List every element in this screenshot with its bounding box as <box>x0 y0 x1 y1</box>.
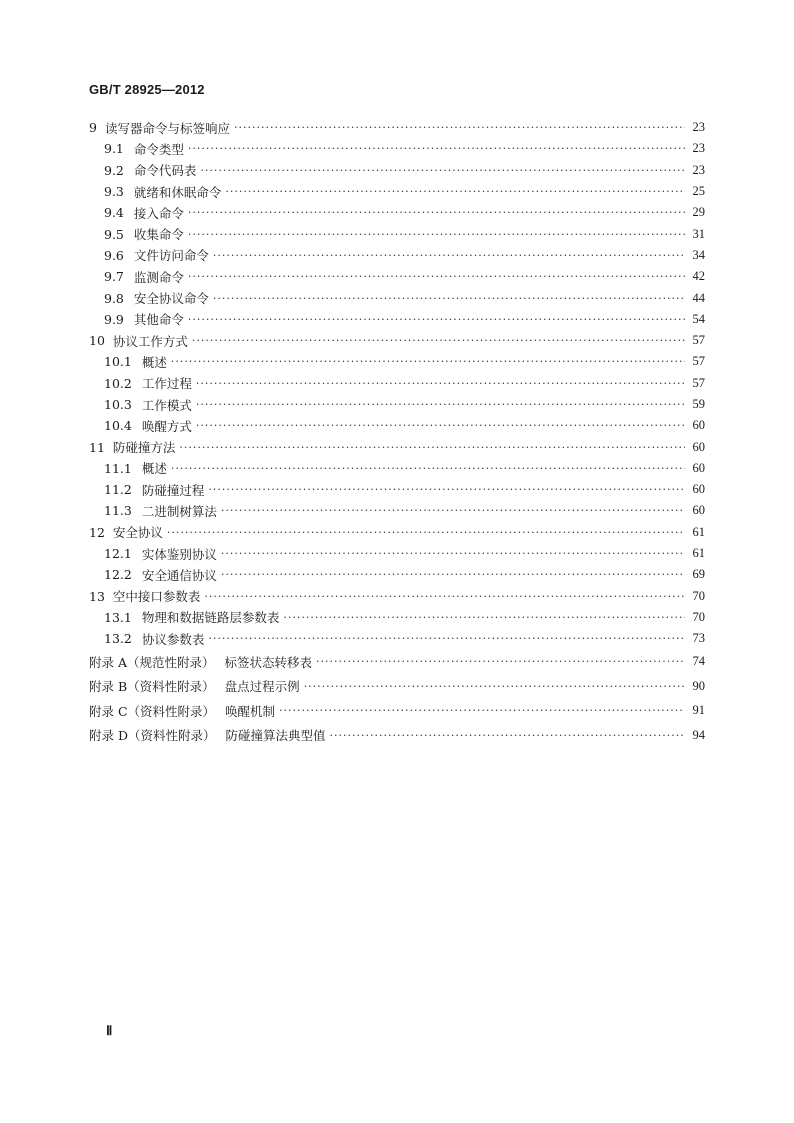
dot-leader <box>188 142 685 155</box>
dot-leader <box>234 121 685 134</box>
toc-entry-title: 工作过程 <box>141 376 192 392</box>
dot-leader <box>188 313 685 326</box>
toc-entry[interactable] <box>89 564 705 585</box>
toc-entry-page: 61 <box>692 524 705 539</box>
toc-entry-title: 安全协议 <box>112 525 163 541</box>
appendix-label: 附录 B（资料性附录） <box>89 679 215 695</box>
appendix-title: 防碰撞算法典型值 <box>225 728 326 744</box>
toc-entry-page: 60 <box>692 418 705 433</box>
toc-entry-title: 空中接口参数表 <box>112 589 201 605</box>
toc-entry[interactable] <box>89 266 705 287</box>
toc-entry-number: 9.3 <box>104 184 124 200</box>
dot-leader <box>283 611 685 624</box>
toc-entry-number: 9.9 <box>104 311 124 327</box>
toc-entry-page: 29 <box>692 205 705 220</box>
dot-leader <box>279 704 685 717</box>
toc-entry-page: 61 <box>692 546 705 561</box>
toc-entry[interactable] <box>89 202 705 223</box>
dot-leader <box>221 504 685 517</box>
toc-entry[interactable] <box>89 245 705 266</box>
dot-leader <box>208 483 685 496</box>
dot-leader <box>188 206 685 219</box>
dot-leader <box>213 292 685 305</box>
toc-entry-title: 防碰撞过程 <box>141 482 205 498</box>
toc-entry[interactable] <box>89 351 705 372</box>
toc-entry-number: 10.2 <box>104 375 132 391</box>
appendix-title: 盘点过程示例 <box>224 679 300 695</box>
toc-entry-title: 就绪和休眠命令 <box>133 184 222 200</box>
dot-leader <box>188 228 685 241</box>
appendix-label: 附录 D（资料性附录） <box>89 728 216 744</box>
toc-entry[interactable] <box>89 458 705 479</box>
toc-entry-number: 11.2 <box>104 482 132 498</box>
toc-entry[interactable] <box>89 117 705 138</box>
dot-leader <box>188 270 685 283</box>
toc-entry-title: 命令类型 <box>133 141 184 157</box>
toc-appendix-entry[interactable] <box>89 723 705 748</box>
toc-entry-title: 协议参数表 <box>141 631 205 647</box>
toc-entry-page: 44 <box>692 290 705 305</box>
toc-entry[interactable] <box>89 436 705 457</box>
toc-entry[interactable] <box>89 522 705 543</box>
toc-entry-page: 74 <box>692 654 705 669</box>
toc-entry-page: 59 <box>692 397 705 411</box>
toc-entry-title: 命令代码表 <box>133 163 197 179</box>
toc-entry-number: 10.4 <box>104 418 132 434</box>
dot-leader <box>204 590 685 603</box>
toc-entry-number: 10 <box>89 333 105 349</box>
toc-entry-page: 70 <box>692 588 705 603</box>
toc-entry-number: 12.2 <box>104 567 132 583</box>
dot-leader <box>171 355 685 368</box>
toc-entry[interactable] <box>89 223 705 244</box>
page-number: Ⅱ <box>106 1023 113 1038</box>
toc-entry-number: 9 <box>89 120 97 136</box>
dot-leader <box>196 419 685 432</box>
toc-entry-number: 9.1 <box>104 141 124 157</box>
toc-entry-page: 42 <box>692 269 705 284</box>
toc-entry-page: 57 <box>692 375 705 390</box>
toc-entry-page: 23 <box>692 141 705 156</box>
toc-entry[interactable] <box>89 500 705 521</box>
dot-leader <box>304 680 685 693</box>
dot-leader <box>221 547 685 560</box>
standard-code: GB/T 28925—2012 <box>89 82 205 97</box>
dot-leader <box>171 462 685 475</box>
toc-entry[interactable] <box>89 628 705 649</box>
dot-leader <box>167 526 685 539</box>
toc-entry[interactable] <box>89 607 705 628</box>
toc-entry[interactable] <box>89 330 705 351</box>
toc-entry-number: 11.1 <box>104 460 132 476</box>
toc-entry-page: 57 <box>692 333 705 348</box>
toc-appendix-entry[interactable] <box>89 649 705 674</box>
toc-entry-title: 安全通信协议 <box>141 567 217 583</box>
toc-entry-page: 90 <box>692 678 705 693</box>
toc-entry-page: 94 <box>692 727 705 742</box>
toc-entry-number: 9.6 <box>104 247 124 263</box>
toc-entry-number: 9.4 <box>104 205 124 221</box>
toc-entry-title: 监测命令 <box>133 269 184 285</box>
toc-entry-title: 实体鉴别协议 <box>141 546 217 562</box>
toc-entry-title: 工作模式 <box>141 397 192 413</box>
toc-entry-number: 10.1 <box>104 354 132 370</box>
dot-leader <box>196 377 685 390</box>
dot-leader <box>213 249 685 262</box>
toc-entry-number: 13 <box>89 588 105 604</box>
dot-leader <box>221 568 685 581</box>
appendix-label: 附录 A（规范性附录） <box>89 654 215 670</box>
toc-entry-page: 73 <box>692 631 705 646</box>
toc-entry[interactable] <box>89 373 705 394</box>
toc-entry-title: 物理和数据链路层参数表 <box>141 610 280 626</box>
dot-leader <box>179 441 685 454</box>
toc-entry-title: 其他命令 <box>133 312 184 328</box>
toc-entry[interactable] <box>89 287 705 308</box>
toc-entry-page: 23 <box>692 120 705 135</box>
dot-leader <box>196 398 685 411</box>
toc-entry-number: 9.7 <box>104 269 124 285</box>
appendix-title: 标签状态转移表 <box>224 654 313 670</box>
toc-entry-title: 安全协议命令 <box>133 291 209 307</box>
toc-appendix-entry[interactable] <box>89 698 705 723</box>
toc-entry-title: 文件访问命令 <box>133 248 209 264</box>
toc-entry-number: 9.2 <box>104 162 124 178</box>
toc-entry-page: 23 <box>692 162 705 177</box>
dot-leader <box>316 655 685 668</box>
dot-leader <box>225 185 685 198</box>
toc-entry[interactable] <box>89 394 705 415</box>
toc-entry-number: 9.8 <box>104 290 124 306</box>
toc-entry[interactable] <box>89 309 705 330</box>
toc-entry-title: 读写器命令与标签响应 <box>104 120 230 136</box>
toc-entry-number: 11.3 <box>104 503 132 519</box>
toc-entry-number: 9.5 <box>104 226 124 242</box>
toc-entry[interactable] <box>89 138 705 159</box>
appendix-label: 附录 C（资料性附录） <box>89 703 216 719</box>
toc-entry[interactable] <box>89 586 705 607</box>
toc-entry[interactable] <box>89 543 705 564</box>
toc-entry-title: 概述 <box>141 461 167 477</box>
toc-entry-title: 收集命令 <box>133 227 184 243</box>
toc-entry-number: 12 <box>89 524 105 540</box>
toc-entry-title: 接入命令 <box>133 205 184 221</box>
toc-entry-title: 唤醒方式 <box>141 418 192 434</box>
toc-entry-page: 60 <box>692 439 705 454</box>
toc-entry-page: 91 <box>692 703 705 718</box>
table-of-contents <box>89 117 705 747</box>
toc-entry-title: 防碰撞方法 <box>112 440 176 456</box>
toc-entry-page: 54 <box>692 311 705 326</box>
toc-entry-number: 13.1 <box>104 609 132 625</box>
dot-leader <box>208 632 685 645</box>
toc-entry-page: 57 <box>692 354 705 369</box>
toc-entry-page: 31 <box>692 226 705 241</box>
toc-appendix-entry[interactable] <box>89 674 705 699</box>
toc-entry-page: 60 <box>692 460 705 475</box>
toc-entry-page: 25 <box>692 184 705 199</box>
toc-entry-number: 10.3 <box>104 397 132 412</box>
toc-entry-page: 60 <box>692 503 705 518</box>
toc-entry-title: 二进制树算法 <box>141 503 217 519</box>
toc-entry-number: 13.2 <box>104 631 132 647</box>
toc-entry[interactable] <box>89 415 705 436</box>
toc-entry-page: 70 <box>692 609 705 624</box>
toc-entry-number: 12.1 <box>104 546 132 562</box>
toc-entry-title: 协议工作方式 <box>112 333 188 349</box>
toc-entry-page: 69 <box>692 567 705 582</box>
dot-leader <box>330 729 685 742</box>
appendix-title: 唤醒机制 <box>225 703 276 719</box>
toc-entry[interactable] <box>89 181 705 202</box>
toc-entry[interactable] <box>89 479 705 500</box>
toc-entry-title: 概述 <box>141 354 167 370</box>
toc-entry-page: 60 <box>692 482 705 497</box>
toc-entry-number: 11 <box>89 439 105 455</box>
dot-leader <box>192 334 685 347</box>
toc-entry[interactable] <box>89 160 705 181</box>
dot-leader <box>200 164 685 177</box>
toc-entry-page: 34 <box>692 247 705 262</box>
